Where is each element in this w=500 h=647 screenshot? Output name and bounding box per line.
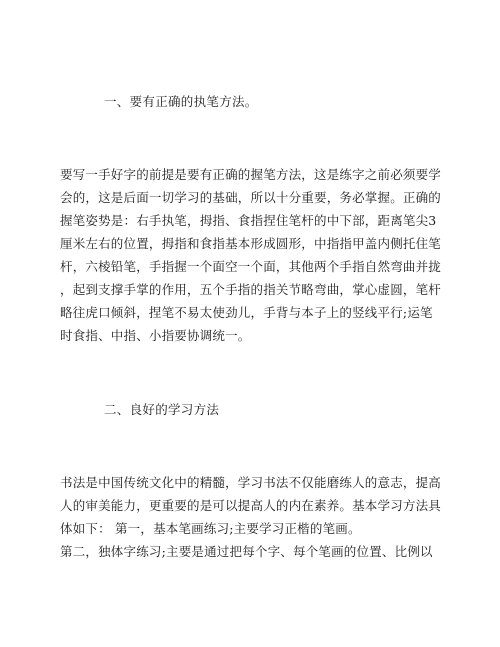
- section-paragraph-2: [60, 471, 440, 563]
- paragraph-line: 握笔姿势是：右手执笔，拇指、食指捏住笔杆的中下部，距离笔尖3: [60, 213, 437, 228]
- section-heading-2: 二、良好的学习方法: [104, 402, 220, 417]
- paragraph-line: 厘米左右的位置，拇指和食指基本形成圆形，中指指甲盖内侧托住笔: [60, 236, 442, 251]
- paragraph-line: 要写一手好字的前提是要有正确的握笔方法，这是练字之前必须要学: [60, 167, 442, 182]
- paragraph-line: ，起到支撑手掌的作用，五个手指的指关节略弯曲，掌心虚圆，笔杆: [60, 282, 442, 297]
- section-heading-1: 一、要有正确的执笔方法。: [104, 94, 258, 109]
- paragraph-line: 第二，独体字练习;主要是通过把每个字、每个笔画的位置、比例以: [60, 544, 433, 559]
- paragraph-line: 体如下： 第一，基本笔画练习;主要学习正楷的笔画。: [60, 521, 361, 536]
- paragraph-line: 会的，这是后面一切学习的基础，所以十分重要，务必掌握。正确的: [60, 190, 442, 205]
- paragraph-line: 人的审美能力，更重要的是可以提高人的内在素养。基本学习方法具: [60, 498, 442, 513]
- paragraph-line: 略往虎口倾斜，捏笔不易太使劲儿，手背与本子上的竖线平行;运笔: [60, 305, 433, 320]
- paragraph-line: 杆，六棱铅笔，手指握一个面空一个面，其他两个手指自然弯曲并拢: [60, 259, 442, 274]
- section-paragraph-1: [60, 163, 440, 347]
- paragraph-line: 时食指、中指、小指要协调统一。: [60, 328, 251, 343]
- paragraph-line: 书法是中国传统文化中的精髓，学习书法不仅能磨练人的意志，提高: [60, 475, 442, 490]
